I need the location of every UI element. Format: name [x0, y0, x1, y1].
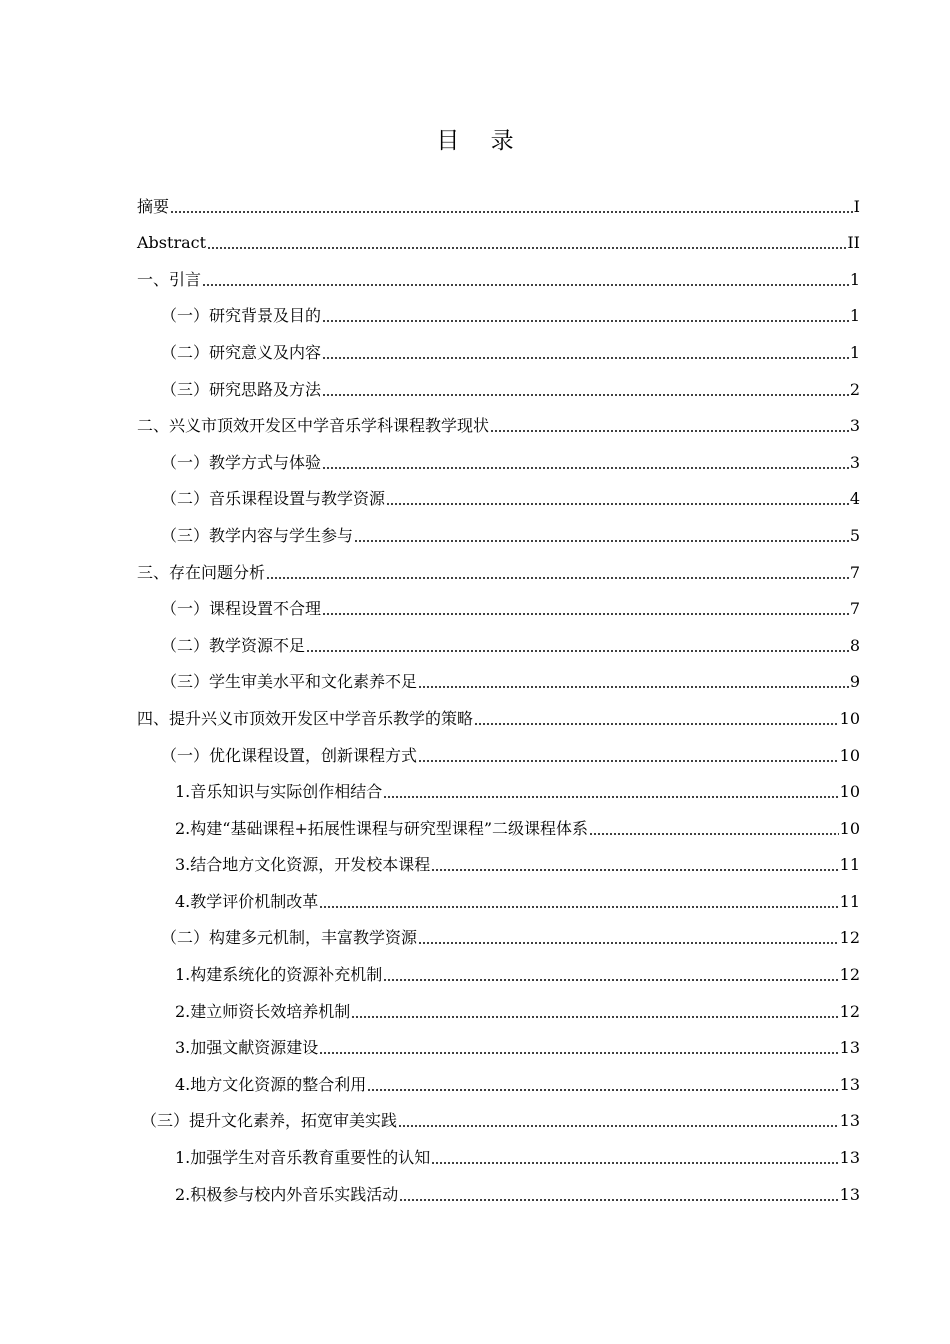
- toc-entry-page-number: I: [853, 196, 860, 216]
- toc-entry-page-number: 13: [839, 1038, 860, 1058]
- toc-entry-label: 4.教学评价机制改革: [175, 891, 319, 911]
- table-of-contents: [137, 186, 860, 1211]
- toc-entry-page-number: 13: [839, 1184, 860, 1204]
- toc-entry[interactable]: [137, 442, 860, 479]
- toc-entry[interactable]: [137, 954, 860, 991]
- toc-entry-label: 一、引言: [137, 269, 202, 289]
- toc-entry-label: 1.音乐知识与实际创作相结合: [175, 782, 383, 802]
- toc-entry[interactable]: [137, 552, 860, 589]
- toc-entry[interactable]: [137, 406, 860, 443]
- toc-entry-page-number: 5: [849, 525, 860, 545]
- toc-entry[interactable]: [137, 625, 860, 662]
- toc-entry-label: （二）构建多元机制，丰富教学资源: [161, 928, 418, 948]
- toc-entry[interactable]: [137, 918, 860, 955]
- toc-entry-label: 1.构建系统化的资源补充机制: [175, 965, 383, 985]
- toc-entry[interactable]: [137, 223, 860, 260]
- toc-entry-page-number: 10: [839, 818, 860, 838]
- toc-entry[interactable]: [137, 259, 860, 296]
- toc-entry[interactable]: [137, 991, 860, 1028]
- toc-entry[interactable]: [137, 479, 860, 516]
- toc-entry[interactable]: [137, 735, 860, 772]
- toc-entry-label: （一）优化课程设置，创新课程方式: [161, 745, 418, 765]
- toc-dot-leader: [322, 320, 849, 322]
- toc-dot-leader: [386, 503, 849, 505]
- toc-dot-leader: [398, 1125, 839, 1127]
- toc-entry-label: （三）提升文化素养，拓宽审美实践: [141, 1111, 398, 1131]
- toc-entry[interactable]: [137, 772, 860, 809]
- toc-entry-page-number: 9: [849, 672, 860, 692]
- toc-entry-page-number: 10: [839, 708, 860, 728]
- toc-dot-leader: [351, 1016, 838, 1018]
- toc-dot-leader: [322, 357, 849, 359]
- toc-entry[interactable]: [137, 881, 860, 918]
- toc-dot-leader: [202, 284, 849, 286]
- toc-dot-leader: [306, 650, 849, 652]
- toc-entry-page-number: 4: [849, 489, 860, 509]
- toc-dot-leader: [322, 467, 849, 469]
- toc-entry-label: Abstract: [137, 233, 207, 253]
- toc-dot-leader: [474, 723, 839, 725]
- toc-entry-label: （二）音乐课程设置与教学资源: [161, 489, 386, 509]
- toc-dot-leader: [383, 796, 838, 798]
- toc-entry-page-number: 3: [849, 452, 860, 472]
- toc-dot-leader: [399, 1199, 838, 1201]
- toc-entry-label: （一）教学方式与体验: [161, 452, 322, 472]
- toc-entry[interactable]: [137, 1174, 860, 1211]
- toc-entry-page-number: 13: [839, 1074, 860, 1094]
- toc-entry-label: （二）教学资源不足: [161, 635, 306, 655]
- toc-entry[interactable]: [137, 1137, 860, 1174]
- toc-entry[interactable]: [137, 515, 860, 552]
- toc-entry-label: （三）学生审美水平和文化素养不足: [161, 672, 418, 692]
- page-title: 目 录: [436, 128, 526, 154]
- toc-dot-leader: [431, 869, 838, 871]
- toc-dot-leader: [589, 833, 839, 835]
- toc-entry[interactable]: [137, 186, 860, 223]
- toc-entry[interactable]: [137, 1028, 860, 1065]
- toc-entry-page-number: 12: [839, 965, 860, 985]
- toc-dot-leader: [418, 942, 839, 944]
- toc-entry-label: （三）教学内容与学生参与: [161, 525, 354, 545]
- toc-entry-page-number: 11: [839, 855, 860, 875]
- toc-entry[interactable]: [137, 1101, 860, 1138]
- toc-entry-page-number: 1: [849, 342, 860, 362]
- toc-entry[interactable]: [137, 845, 860, 882]
- toc-entry-page-number: 12: [839, 1001, 860, 1021]
- toc-entry-page-number: 13: [839, 1111, 860, 1131]
- toc-dot-leader: [322, 613, 849, 615]
- toc-dot-leader: [490, 430, 849, 432]
- toc-entry[interactable]: [137, 369, 860, 406]
- toc-dot-leader: [266, 577, 849, 579]
- toc-entry-label: 2.积极参与校内外音乐实践活动: [175, 1184, 399, 1204]
- toc-entry[interactable]: [137, 662, 860, 699]
- toc-dot-leader: [207, 247, 846, 249]
- toc-entry-page-number: 10: [839, 745, 860, 765]
- toc-entry-page-number: 10: [839, 782, 860, 802]
- toc-entry-page-number: 7: [849, 562, 860, 582]
- toc-dot-leader: [383, 979, 838, 981]
- toc-dot-leader: [418, 686, 849, 688]
- toc-entry-page-number: 2: [849, 379, 860, 399]
- toc-entry-label: 3.结合地方文化资源，开发校本课程: [175, 855, 431, 875]
- toc-entry-label: （一）课程设置不合理: [161, 599, 322, 619]
- toc-dot-leader: [322, 394, 849, 396]
- toc-entry-label: 摘要: [137, 196, 170, 216]
- toc-entry-page-number: II: [847, 233, 860, 253]
- toc-entry-page-number: 3: [849, 416, 860, 436]
- toc-dot-leader: [431, 1162, 838, 1164]
- toc-entry-label: 4.地方文化资源的整合利用: [175, 1074, 367, 1094]
- toc-dot-leader: [367, 1089, 838, 1091]
- toc-entry[interactable]: [137, 296, 860, 333]
- toc-entry-label: 2.构建“基础课程+拓展性课程与研究型课程”二级课程体系: [175, 818, 589, 838]
- toc-entry-label: 2.建立师资长效培养机制: [175, 1001, 351, 1021]
- toc-entry-label: 3.加强文献资源建设: [175, 1038, 319, 1058]
- toc-dot-leader: [170, 211, 853, 213]
- toc-entry-page-number: 11: [839, 891, 860, 911]
- toc-entry-label: （三）研究思路及方法: [161, 379, 322, 399]
- toc-entry-label: （一）研究背景及目的: [161, 306, 322, 326]
- toc-dot-leader: [319, 1052, 838, 1054]
- toc-entry-page-number: 13: [839, 1148, 860, 1168]
- toc-entry[interactable]: [137, 1064, 860, 1101]
- toc-entry[interactable]: [137, 698, 860, 735]
- toc-entry-label: 二、兴义市顶效开发区中学音乐学科课程教学现状: [137, 416, 490, 436]
- toc-dot-leader: [418, 760, 839, 762]
- toc-entry[interactable]: [137, 808, 860, 845]
- toc-entry[interactable]: [137, 589, 860, 626]
- toc-entry-page-number: 7: [849, 599, 860, 619]
- toc-entry-label: 四、提升兴义市顶效开发区中学音乐教学的策略: [137, 708, 474, 728]
- toc-entry[interactable]: [137, 332, 860, 369]
- toc-dot-leader: [354, 540, 849, 542]
- toc-entry-label: 1.加强学生对音乐教育重要性的认知: [175, 1148, 431, 1168]
- toc-entry-page-number: 1: [849, 306, 860, 326]
- toc-entry-label: 三、存在问题分析: [137, 562, 266, 582]
- toc-entry-label: （二）研究意义及内容: [161, 342, 322, 362]
- toc-entry-page-number: 12: [839, 928, 860, 948]
- toc-entry-page-number: 1: [849, 269, 860, 289]
- toc-dot-leader: [319, 906, 838, 908]
- toc-entry-page-number: 8: [849, 635, 860, 655]
